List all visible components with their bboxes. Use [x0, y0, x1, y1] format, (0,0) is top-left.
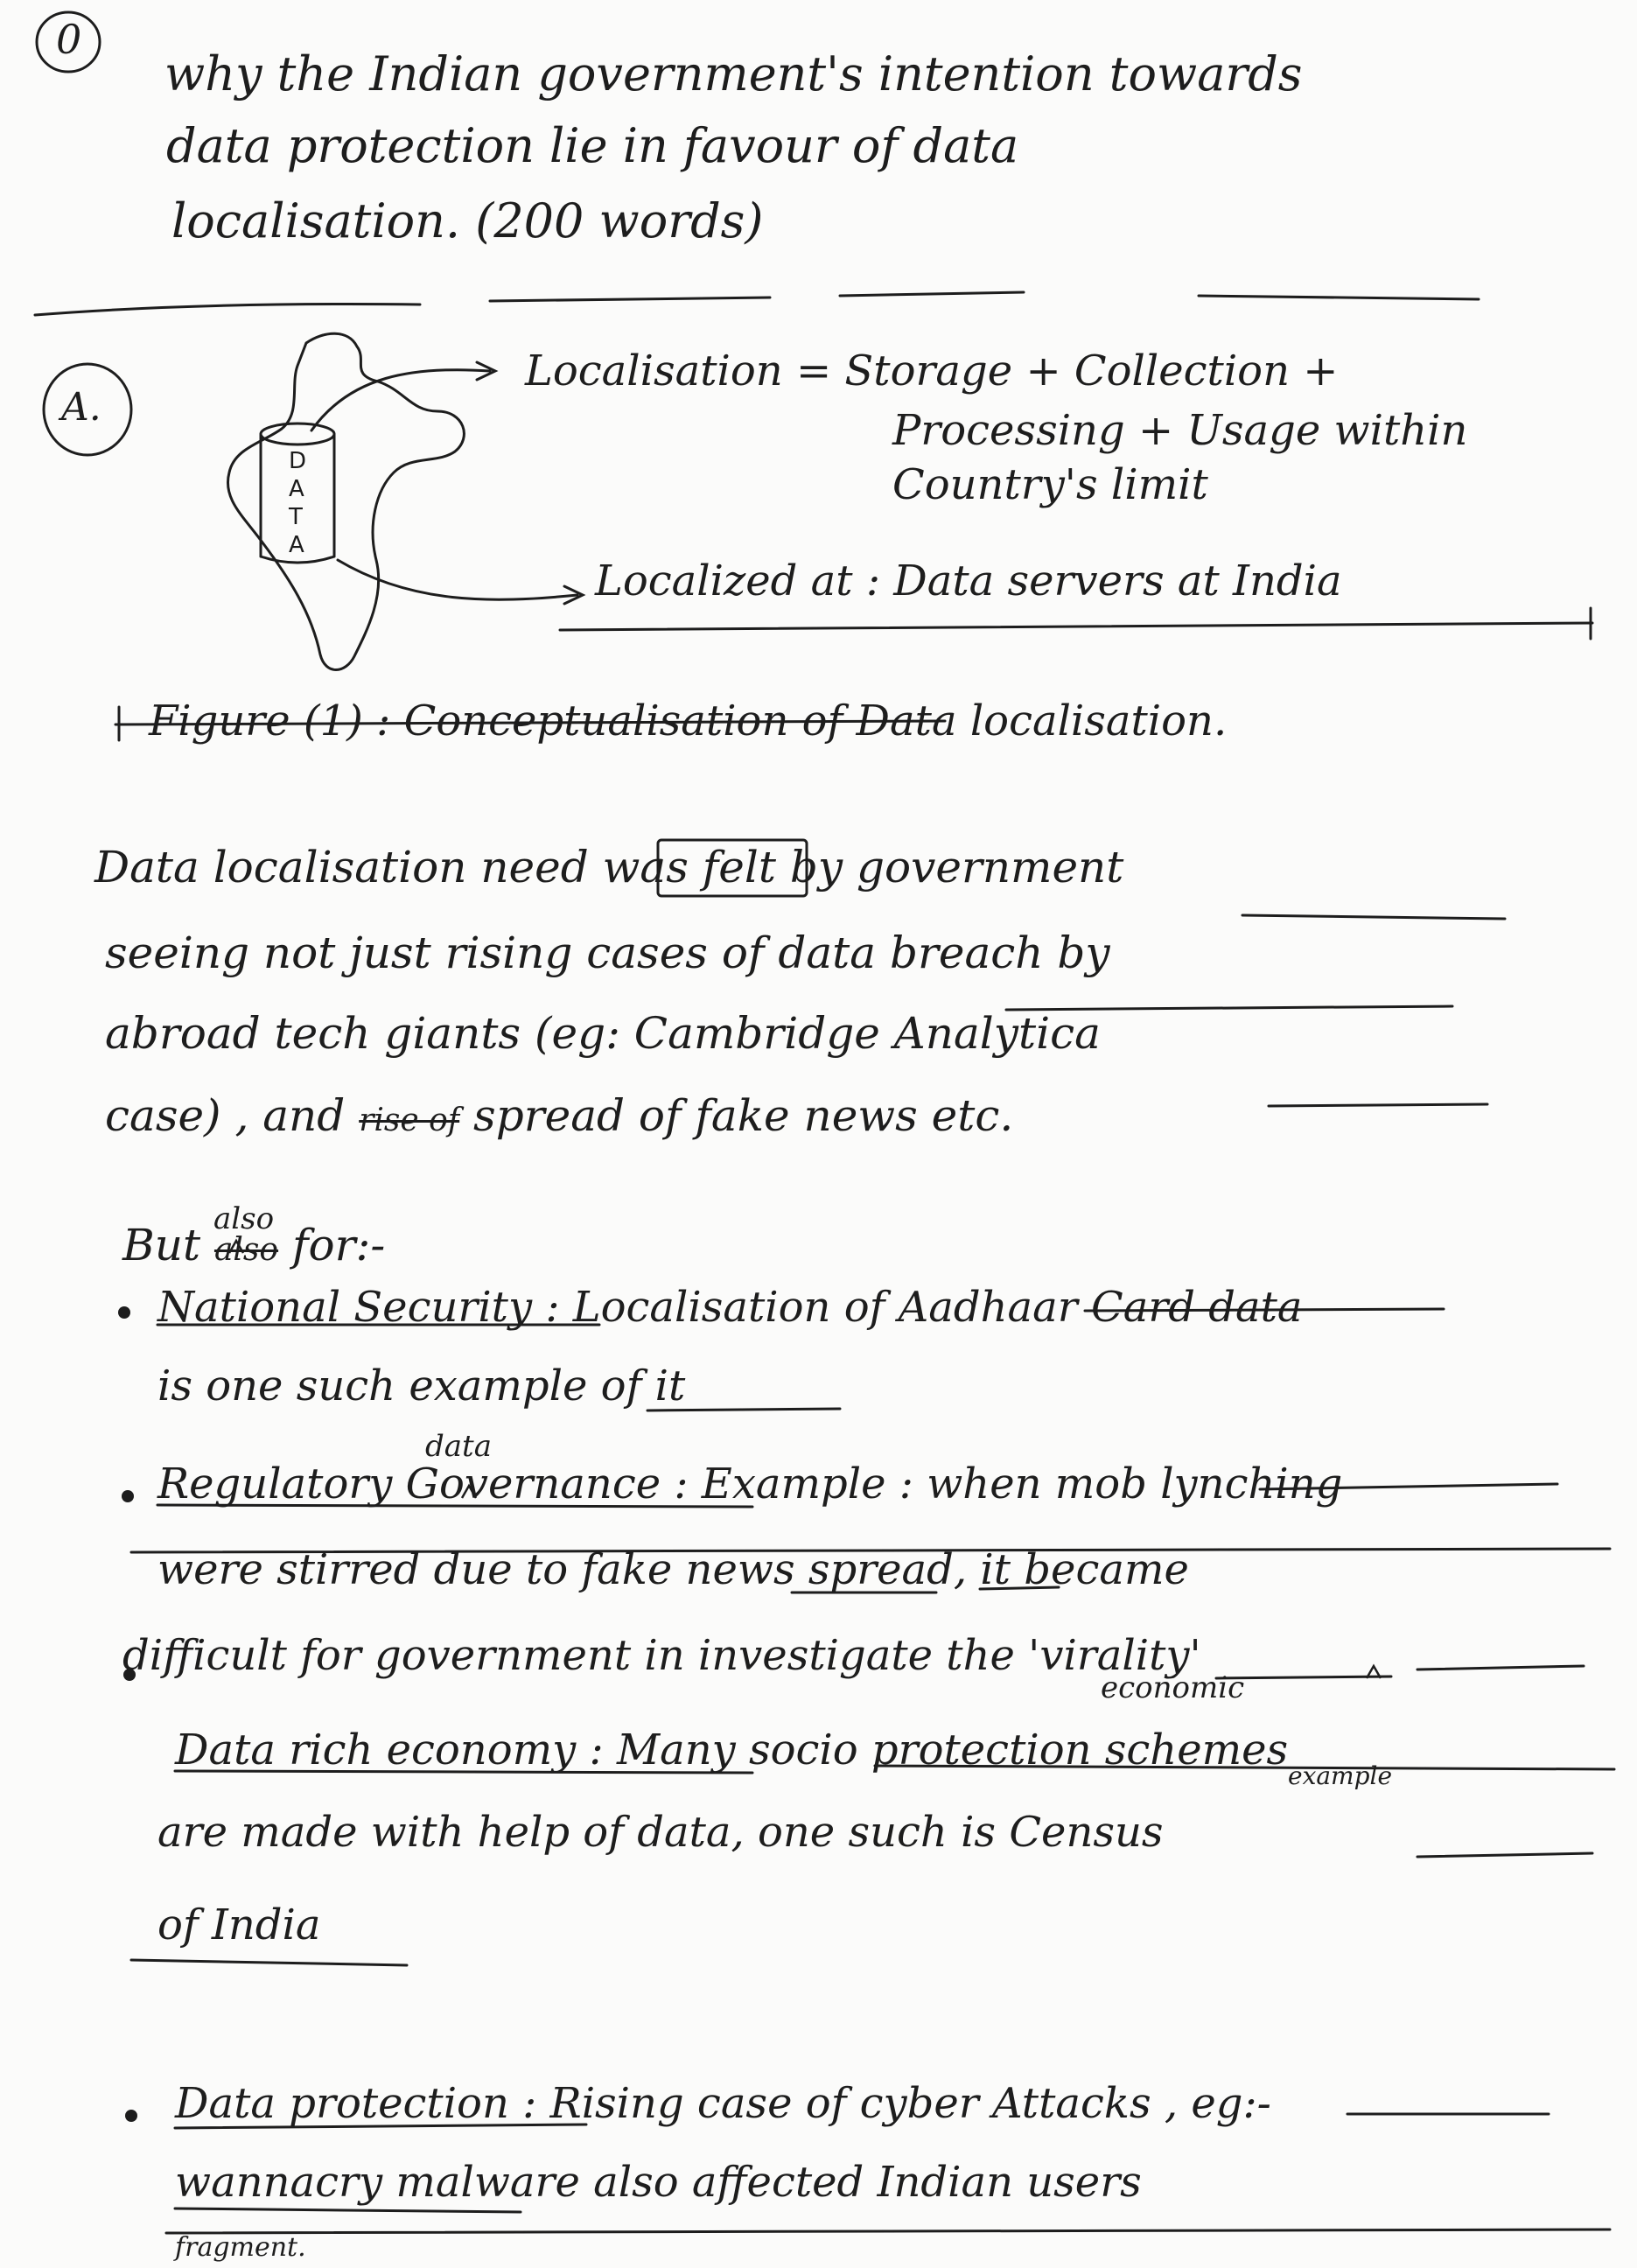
question-line-2: data protection lie in favour of data [166, 118, 1019, 173]
para1-line-4 [105, 1090, 1014, 1141]
localized-at-text: Localized at : Data servers at India [595, 556, 1342, 606]
india-map-icon [227, 333, 464, 669]
question-number: 0 [56, 16, 82, 63]
point-3-line-1: Data rich economy : Many socio protection schemes [175, 1726, 1289, 1774]
question-line-1: why the Indian government's intention towards [164, 46, 1303, 102]
inserted-word: data [425, 1429, 492, 1464]
point-3-line-3: of India [157, 1900, 321, 1950]
para1-line-4-start: case) , and [105, 1090, 346, 1141]
localisation-definition-line-3: Country's limit [892, 460, 1208, 509]
struck-text: also [213, 1232, 279, 1268]
db-letter: A [289, 476, 304, 502]
para1-line-2: seeing not just rising cases of data breach by [105, 928, 1110, 978]
but-suffix: for:- [291, 1220, 386, 1270]
db-letter: A [289, 532, 304, 558]
point-2-line-1: Regulatory Governance : Example : when mob lynching [157, 1460, 1343, 1508]
question-line-3: localisation. (200 words) [171, 193, 764, 248]
but-line [122, 1220, 386, 1270]
point-1-line-1: National Security : Localisation of Aadhaar Card data [157, 1283, 1303, 1332]
point-1-line-2: is one such example of it [157, 1362, 686, 1410]
inserted-word: also [213, 1201, 275, 1236]
point-2-line-2: were stirred due to fake news spread, it became [157, 1545, 1189, 1594]
struck-text: rise of [359, 1102, 460, 1138]
point-3-line-2: are made with help of data, one such is Census [157, 1808, 1164, 1857]
point-4-line-3: fragment. [175, 2232, 306, 2263]
para1-line-4-end: spread of fake news etc. [473, 1090, 1014, 1141]
point-2-line-3: difficult for government in investigate the 'virality' [122, 1631, 1201, 1680]
figure-caption: Figure (1) : Conceptualisation of Data localisation. [149, 696, 1228, 746]
para1-line-1: Data localisation need was felt by government [94, 842, 1124, 892]
localisation-definition-line-2: Processing + Usage within [892, 406, 1468, 455]
but-prefix: But [122, 1220, 201, 1270]
para1-line-3: abroad tech giants (eg: Cambridge Analytica [105, 1008, 1101, 1059]
inserted-word: example [1288, 1761, 1393, 1790]
answer-label: A. [61, 385, 101, 430]
db-letter: D [289, 448, 307, 474]
inserted-word: economic [1101, 1670, 1245, 1705]
point-4-line-2: wannacry malware also affected Indian users [175, 2158, 1142, 2207]
db-letter: T [289, 504, 303, 530]
point-4-line-1: Data protection : Rising case of cyber Attacks , eg:- [175, 2079, 1271, 2128]
localisation-definition-line-1: Localisation = Storage + Collection + [525, 346, 1339, 396]
